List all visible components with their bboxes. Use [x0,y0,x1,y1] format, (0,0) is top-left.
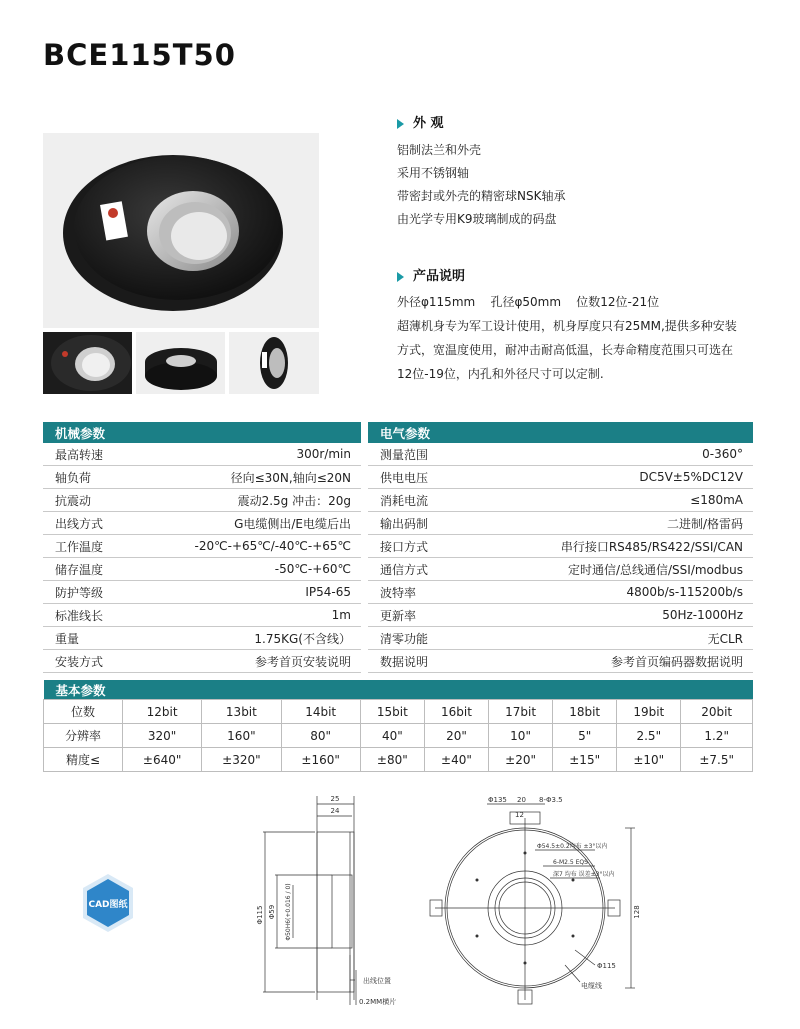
table-row [368,443,753,466]
product-description [397,290,767,386]
desc-line: 超薄机身专为军工设计使用，机身厚度只有25MM,提供多种安装 [397,319,737,333]
product-thumbnail-3[interactable] [229,332,319,394]
desc-line: 方式，宽温度使用，耐冲击耐高低温，长寿命精度范围只可选在 [397,343,734,357]
table-row [43,489,361,512]
param-key: 通信方式 [368,558,460,581]
param-key: 储存温度 [43,558,127,581]
param-value: 无CLR [460,627,753,650]
basic-params-table [43,680,753,772]
param-value: 300r/min [127,443,361,466]
table-cell: 17bit [489,700,553,724]
dim-depth7: 深7 均布 误差±3°以内 [553,871,615,878]
table-cell: 2.5" [617,724,681,748]
feature-item: 带密封或外壳的精密球NSK轴承 [397,189,566,203]
table-cell: 10" [489,724,553,748]
dim-m25: 6-M2.5 EQS [553,859,588,866]
table-row [43,581,361,604]
param-value: 1m [127,604,361,627]
dim-128: 128 [633,905,641,919]
table-row [43,535,361,558]
table-row [368,512,753,535]
table-cell: ±640" [123,748,202,772]
table-row [43,604,361,627]
table-cell: 20" [424,724,488,748]
triangle-bullet-icon [397,119,404,129]
param-value: 1.75KG(不含线） [127,627,361,650]
table-row [43,627,361,650]
desc-line: 12位-19位，内孔和外径尺寸可以定制. [397,367,604,381]
param-value: 串行接口RS485/RS422/SSI/CAN [460,535,753,558]
cable-label: 电缆线 [581,982,602,990]
param-key: 消耗电流 [368,489,460,512]
param-value: 二进制/格雷码 [460,512,753,535]
table-cell: 20bit [681,700,753,724]
table-cell: 16bit [424,700,488,724]
mechanical-params-table [43,422,361,673]
electrical-params-table [368,422,753,673]
cad-badge-label: CAD图纸 [88,900,128,910]
dim-phi50h6: Φ50H6(+0.016 / 0) [285,883,292,941]
param-key: 清零功能 [368,627,460,650]
mechanical-heading: 机械参数 [43,422,361,443]
param-value: 参考首页编码器数据说明 [460,650,753,673]
basic-heading: 基本参数 [44,680,753,700]
dim-24: 24 [330,807,340,815]
dim-phi545: Φ54.5±0.2均布 ±3°以内 [537,843,608,850]
table-cell: 5" [553,724,617,748]
table-cell: ±20" [489,748,553,772]
product-thumbnail-2[interactable] [136,332,225,394]
table-row [368,489,753,512]
table-row [43,558,361,581]
table-row [368,604,753,627]
table-row [368,535,753,558]
feature-item: 铝制法兰和外壳 [397,143,482,157]
product-title: BCE115T50 [43,38,236,72]
table-cell: 160" [202,724,281,748]
table-row [44,748,753,772]
product-desc-heading: 产品说明 [413,269,466,284]
table-cell: 12bit [123,700,202,724]
table-row [368,558,753,581]
dim-phi59: Φ59 [268,904,276,920]
param-key: 轴负荷 [43,466,127,489]
feature-item: 由光学专用K9玻璃制成的码盘 [397,212,557,226]
param-key: 最高转速 [43,443,127,466]
param-value: 4800b/s-115200b/s [460,581,753,604]
param-key: 标准线长 [43,604,127,627]
table-cell: ±15" [553,748,617,772]
param-key: 波特率 [368,581,460,604]
dim-phi115-front: Φ115 [597,962,616,970]
cable-exit-label: 出线位置 [363,977,391,985]
dim-phi115: Φ115 [256,905,264,925]
param-key: 出线方式 [43,512,127,535]
table-row [43,512,361,535]
product-thumbnail-1[interactable] [43,332,132,394]
table-cell: 15bit [360,700,424,724]
table-cell: 19bit [617,700,681,724]
param-key: 安装方式 [43,650,127,673]
dim-phi135: Φ135 [488,796,507,804]
appearance-feature-list [397,139,565,231]
dim-12: 12 [515,811,524,819]
param-value: 定时通信/总线通信/SSI/modbus [460,558,753,581]
param-value: 0-360° [460,443,753,466]
appearance-heading-row [397,112,444,131]
desc-line: 外径φ115mm 孔径φ50mm 位数12位-21位 [397,295,660,309]
product-desc-heading-row [397,265,465,284]
table-cell: 320" [123,724,202,748]
row-label: 位数 [44,700,123,724]
param-key: 测量范围 [368,443,460,466]
electrical-heading: 电气参数 [368,422,753,443]
param-key: 工作温度 [43,535,127,558]
param-key: 数据说明 [368,650,460,673]
table-cell: ±10" [617,748,681,772]
front-view-drawing [425,790,650,1019]
param-value: ≤180mA [460,489,753,512]
param-value: IP54-65 [127,581,361,604]
table-row [44,700,753,724]
param-value: 震动2.5g 冲击：20g [127,489,361,512]
param-value: -20℃-+65℃/-40℃-+65℃ [127,535,361,558]
table-cell: 18bit [553,700,617,724]
dim-8-phi35: 8-Φ3.5 [539,796,563,804]
dim-25: 25 [330,795,340,803]
param-value: 参考首页安装说明 [127,650,361,673]
table-cell: ±320" [202,748,281,772]
table-cell: ±80" [360,748,424,772]
param-value: 径向≤30N,轴向≤20N [127,466,361,489]
product-photo-main [43,133,319,328]
appearance-heading: 外 观 [413,116,444,131]
param-key: 输出码制 [368,512,460,535]
param-value: -50℃-+60℃ [127,558,361,581]
feature-item: 采用不锈钢轴 [397,166,470,180]
param-key: 接口方式 [368,535,460,558]
table-cell: 80" [281,724,360,748]
table-cell: 13bit [202,700,281,724]
table-row [43,443,361,466]
param-value: 50Hz-1000Hz [460,604,753,627]
param-key: 防护等级 [43,581,127,604]
param-key: 抗震动 [43,489,127,512]
triangle-bullet-icon [397,272,404,282]
table-cell: 40" [360,724,424,748]
row-label: 精度≤ [44,748,123,772]
param-key: 更新率 [368,604,460,627]
param-value: DC5V±5%DC12V [460,466,753,489]
table-row [43,466,361,489]
table-row [43,650,361,673]
cad-drawing-badge[interactable] [80,872,136,938]
table-row [44,724,753,748]
shim-label: 0.2MM横片 [359,998,397,1006]
dim-20: 20 [517,796,526,804]
row-label: 分辨率 [44,724,123,748]
table-cell: 1.2" [681,724,753,748]
param-value: G电缆侧出/E电缆后出 [127,512,361,535]
table-cell: ±160" [281,748,360,772]
param-key: 供电电压 [368,466,460,489]
param-key: 重量 [43,627,127,650]
table-row [368,581,753,604]
table-cell: ±7.5" [681,748,753,772]
table-row [368,650,753,673]
table-row [368,466,753,489]
table-cell: 14bit [281,700,360,724]
table-row [368,627,753,650]
table-cell: ±40" [424,748,488,772]
side-view-drawing [255,790,415,1019]
